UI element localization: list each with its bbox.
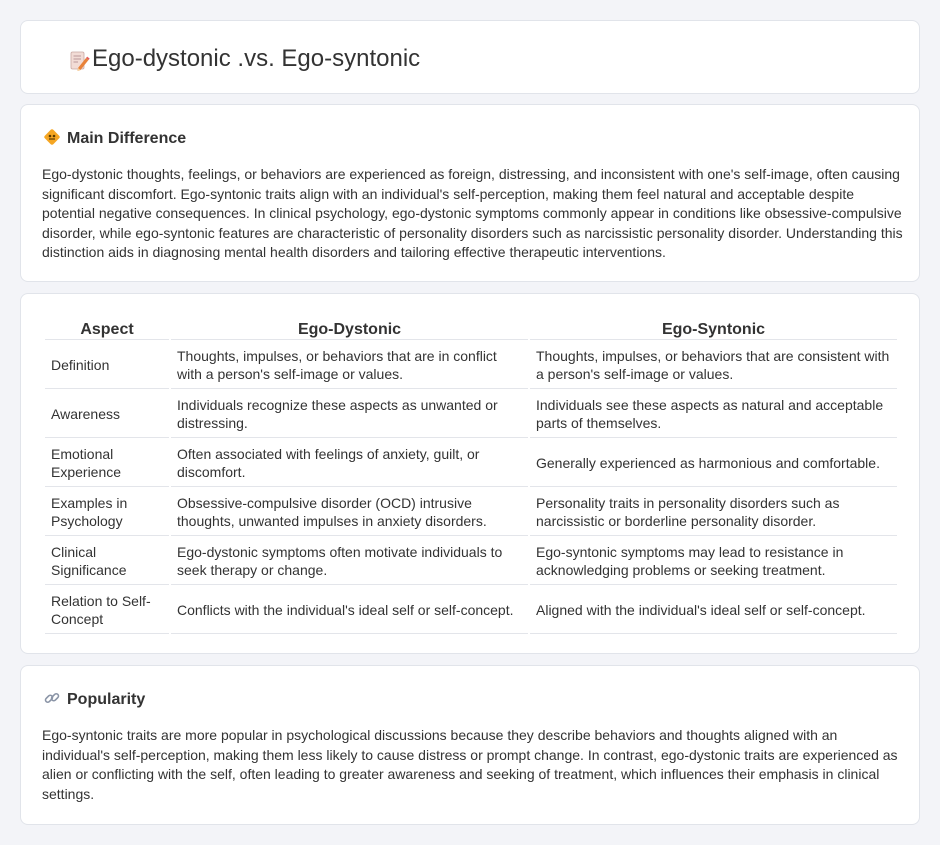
table-row — [45, 538, 897, 585]
diamond-sign-icon — [43, 128, 61, 146]
table-cell-dystonic: Individuals recognize these aspects as unwanted or distressing. — [171, 391, 528, 438]
table-row — [45, 391, 897, 438]
table-cell-aspect: Relation to Self-Concept — [45, 587, 169, 634]
table-cell-dystonic: Ego-dystonic symptoms often motivate individuals to seek therapy or change. — [171, 538, 528, 585]
table-header-row — [45, 318, 897, 340]
column-header-ego-dystonic: Ego-Dystonic — [171, 318, 528, 340]
popularity-text: Ego-syntonic traits are more popular in psychological discussions because they describe behaviors and thoughts aligned with an individual's self-perception, making them less likely to cause distress or prompt change. In contrast, ego-dystonic traits are experienced as alien or conflicting with the self, often leading to greater awareness and seeking of treatment, which influences their emphasis in clinical settings. — [42, 727, 898, 802]
page-title: Ego-dystonic .vs. Ego-syntonic — [92, 45, 421, 72]
header-card — [20, 20, 920, 94]
main-difference-card — [20, 104, 920, 282]
table-row — [45, 342, 897, 389]
table-cell-aspect: Awareness — [45, 391, 169, 438]
table-cell-dystonic: Thoughts, impulses, or behaviors that are in conflict with a person's self-image or values. — [171, 342, 528, 389]
column-header-aspect: Aspect — [45, 318, 169, 340]
table-cell-syntonic: Personality traits in personality disorders such as narcissistic or borderline personality disorder. — [530, 489, 897, 536]
table-cell-syntonic: Aligned with the individual's ideal self or self-concept. — [530, 587, 897, 634]
comparison-table — [43, 316, 899, 636]
table-cell-syntonic: Generally experienced as harmonious and comfortable. — [530, 440, 897, 487]
table-cell-aspect: Emotional Experience — [45, 440, 169, 487]
section-heading-label: Main Difference — [67, 130, 187, 147]
section-heading-label: Popularity — [67, 691, 146, 708]
table-row — [45, 587, 897, 634]
table-cell-dystonic: Often associated with feelings of anxiety, guilt, or discomfort. — [171, 440, 528, 487]
table-cell-aspect: Clinical Significance — [45, 538, 169, 585]
table-row — [45, 489, 897, 536]
link-icon — [43, 689, 61, 707]
table-cell-syntonic: Ego-syntonic symptoms may lead to resistance in acknowledging problems or seeking treatment. — [530, 538, 897, 585]
document-pencil-icon — [67, 49, 91, 73]
main-difference-text: Ego-dystonic thoughts, feelings, or behaviors are experienced as foreign, distressing, and inconsistent with one's self-image, often causing significant discomfort. Ego-syntonic traits align with an individual's self-perception, making them feel natural and acceptable despite potential negative consequences. In clinical psychology, ego-dystonic symptoms commonly appear in conditions like obsessive-compulsive disorder, while ego-syntonic features are characteristic of personality disorders such as narcissistic personality disorder. Understanding this distinction aids in diagnosing mental health disorders and tailoring effective therapeutic interventions. — [42, 166, 903, 261]
table-cell-aspect: Definition — [45, 342, 169, 389]
column-header-ego-syntonic: Ego-Syntonic — [530, 318, 897, 340]
popularity-card — [20, 665, 920, 825]
table-cell-syntonic: Thoughts, impulses, or behaviors that are consistent with a person's self-image or values. — [530, 342, 897, 389]
section-heading-main-difference — [43, 128, 186, 149]
table-cell-dystonic: Conflicts with the individual's ideal self or self-concept. — [171, 587, 528, 634]
section-heading-popularity — [43, 689, 145, 710]
table-cell-aspect: Examples in Psychology — [45, 489, 169, 536]
table-row — [45, 440, 897, 487]
table-cell-dystonic: Obsessive-compulsive disorder (OCD) intrusive thoughts, unwanted impulses in anxiety disorders. — [171, 489, 528, 536]
comparison-table-card — [20, 293, 920, 654]
table-cell-syntonic: Individuals see these aspects as natural and acceptable parts of themselves. — [530, 391, 897, 438]
